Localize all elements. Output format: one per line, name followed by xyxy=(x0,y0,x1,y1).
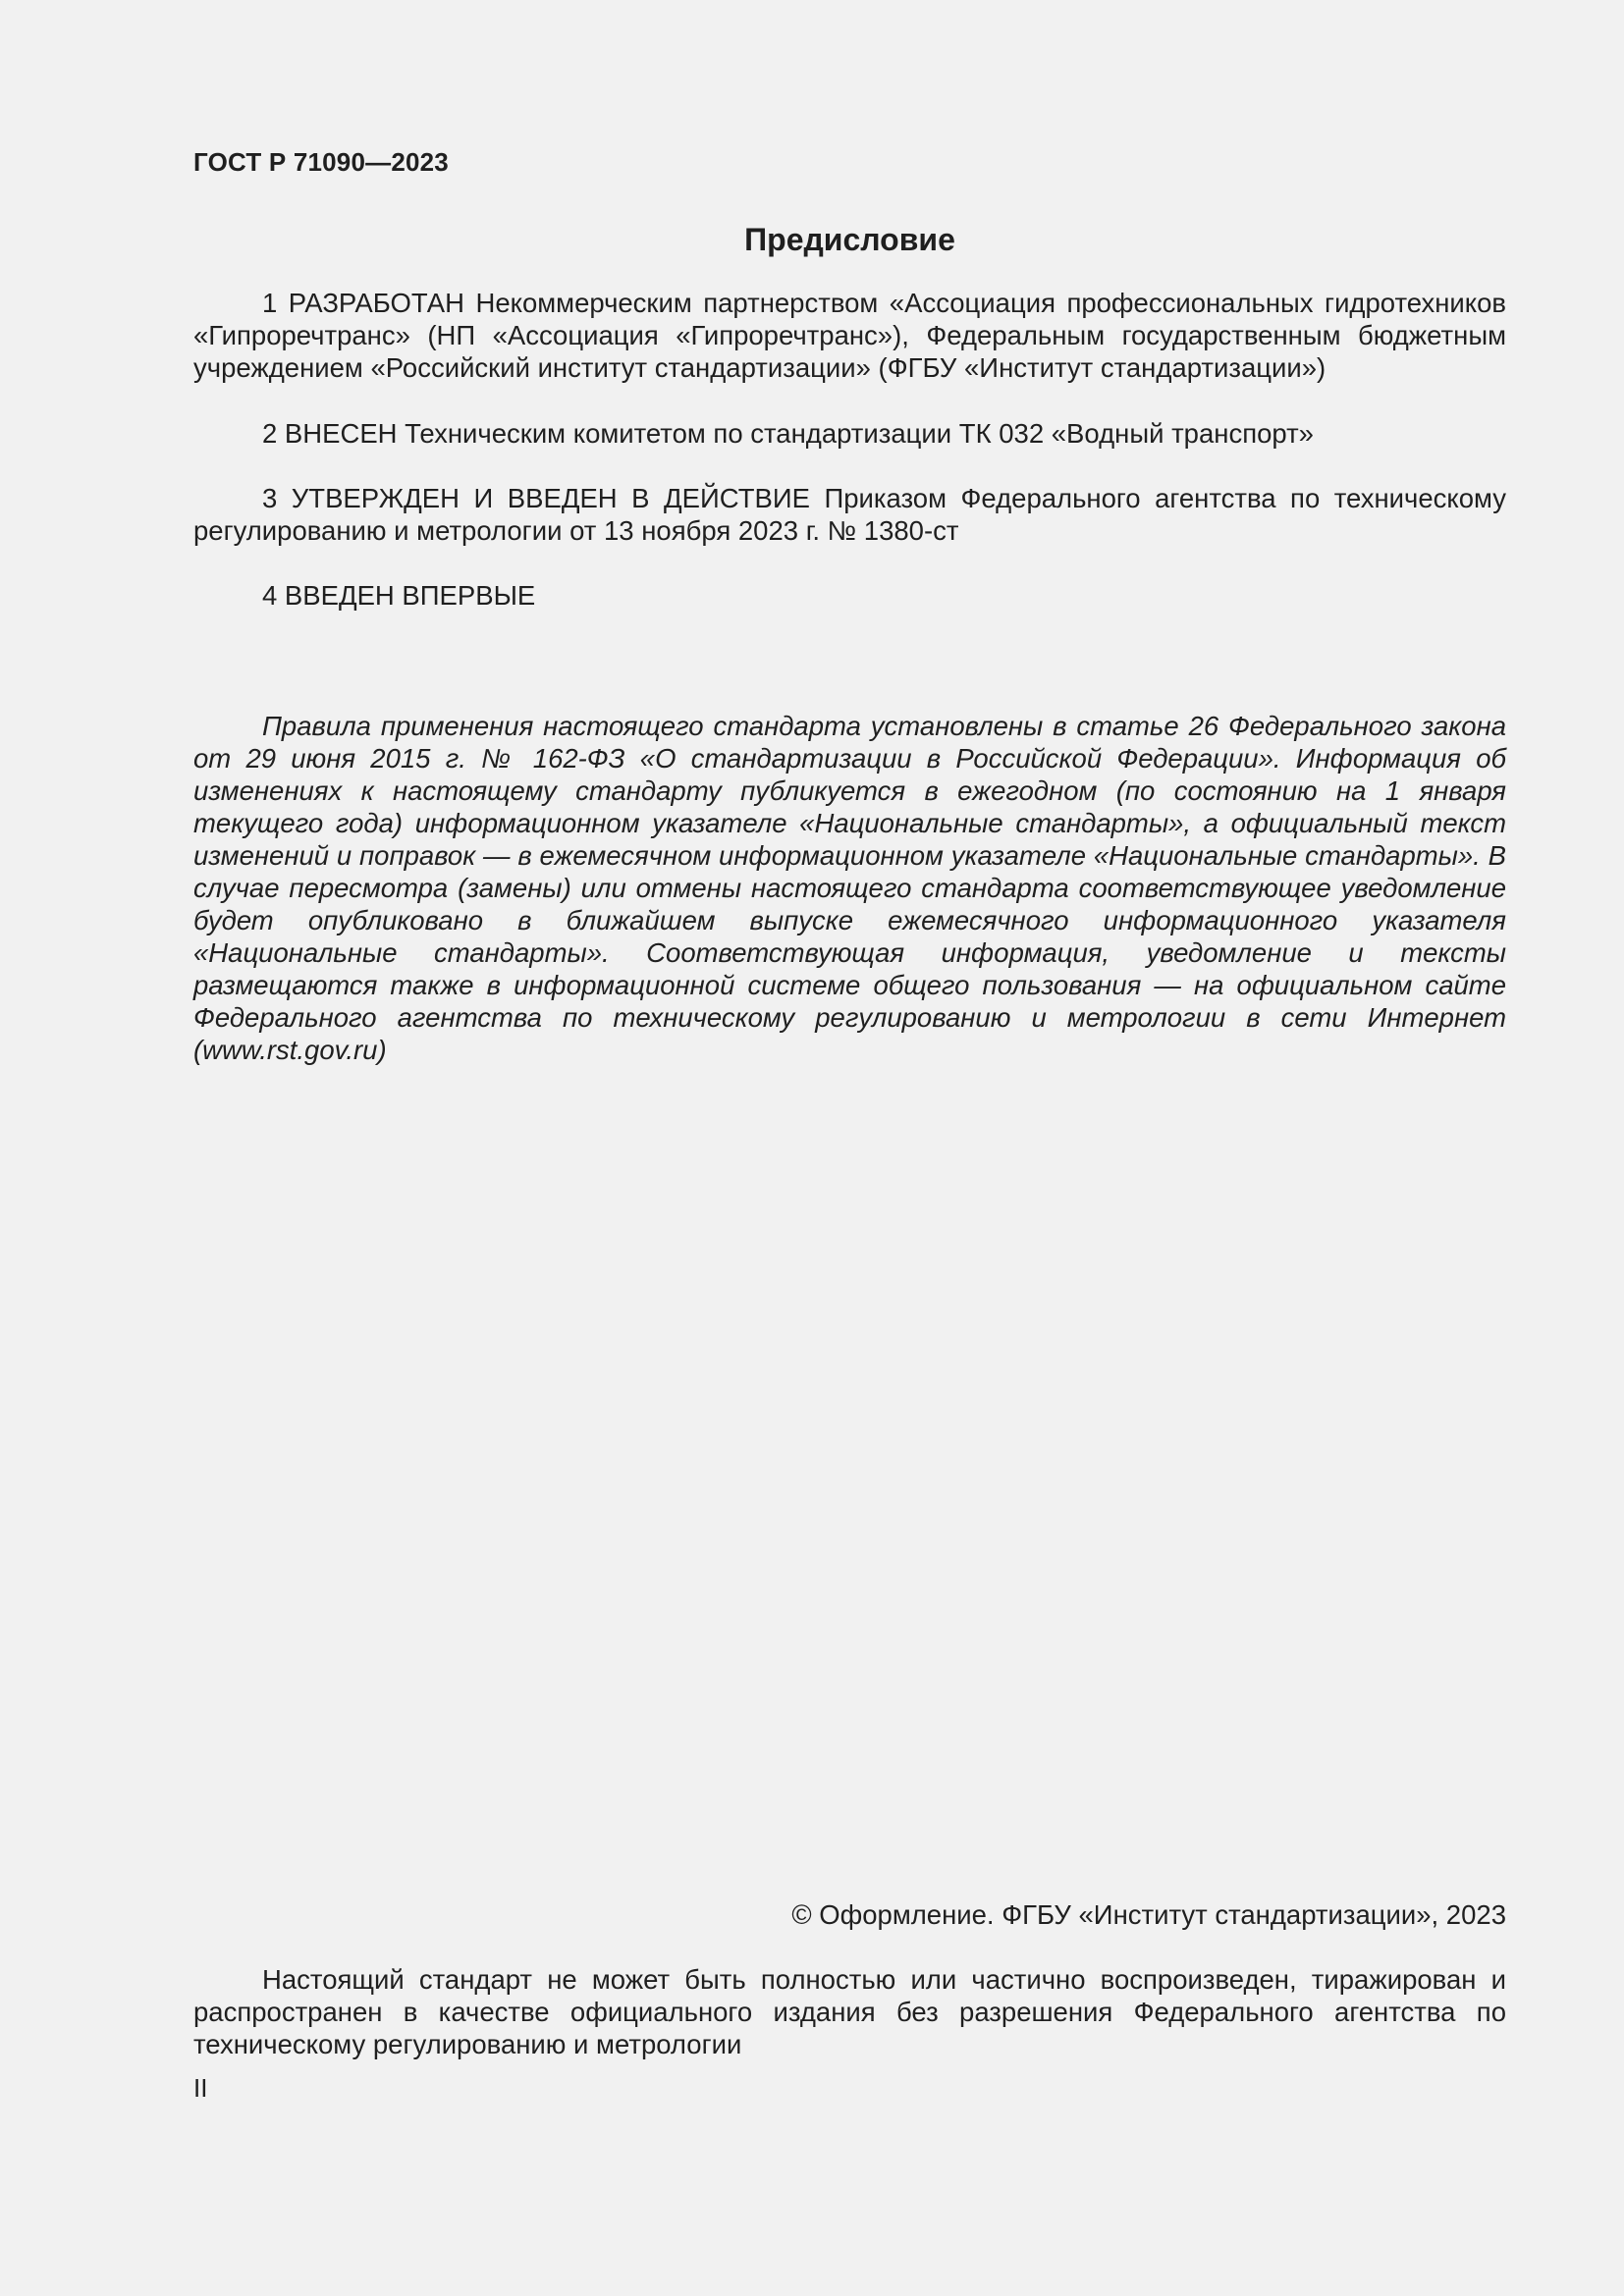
rules-notice: Правила применения настоящего стандарта установлены в статье 26 Федерального закона от 29 июня 2015 г. № 162-ФЗ «О стандартизации в Российской Федерации». Информация об изменениях к настоящему стандарту публикуется в ежегодном (по состоянию на 1 января текущего года) информационном указателе «Национальные стандарты», а официальный текст изменений и поправок — в ежемесячном информационном указателе «Национальные стандарты». В случае пересмотра (замены) или отмены настоящего стандарта соответствующее уведомление будет опубликовано в ближайшем выпуске ежемесячного информационного указателя «Национальные стандарты». Соответствующая информация, уведомление и тексты размещаются также в информационной системе общего пользования — на официальном сайте Федерального агентства по техническому регулированию и метрологии в сети Интернет (www.rst.gov.ru) xyxy=(193,711,1506,1065)
preface-item-developed: 1 РАЗРАБОТАН Некоммерческим партнерством «Ассоциация профессиональных гидротехников «Гипроречтранс» (НП «Ассоциация «Гипроречтранс»), Федеральным государственным бюджетным учреждением «Российский институт стандартизации» (ФГБУ «Институт стандартизации») xyxy=(193,288,1506,383)
standard-code-header: ГОСТ Р 71090—2023 xyxy=(193,147,449,177)
page-number: II xyxy=(193,2073,208,2103)
copyright-notice: © Оформление. ФГБУ «Институт стандартизации», 2023 xyxy=(791,1899,1506,1930)
preface-item-introduced: 2 ВНЕСЕН Техническим комитетом по стандартизации ТК 032 «Водный транспорт» xyxy=(262,418,1314,449)
reproduction-notice: Настоящий стандарт не может быть полностью или частично воспроизведен, тиражирован и распространен в качестве официального издания без разрешения Федерального агентства по техническому регулированию и метрологии xyxy=(193,1964,1506,2059)
preface-item-first-introduced: 4 ВВЕДЕН ВПЕРВЫЕ xyxy=(262,580,536,611)
page-title: Предисловие xyxy=(744,222,955,257)
preface-item-approved: 3 УТВЕРЖДЕН И ВВЕДЕН В ДЕЙСТВИЕ Приказом Федерального агентства по техническому регулированию и метрологии от 13 ноября 2023 г. № 1380-ст xyxy=(193,483,1506,546)
